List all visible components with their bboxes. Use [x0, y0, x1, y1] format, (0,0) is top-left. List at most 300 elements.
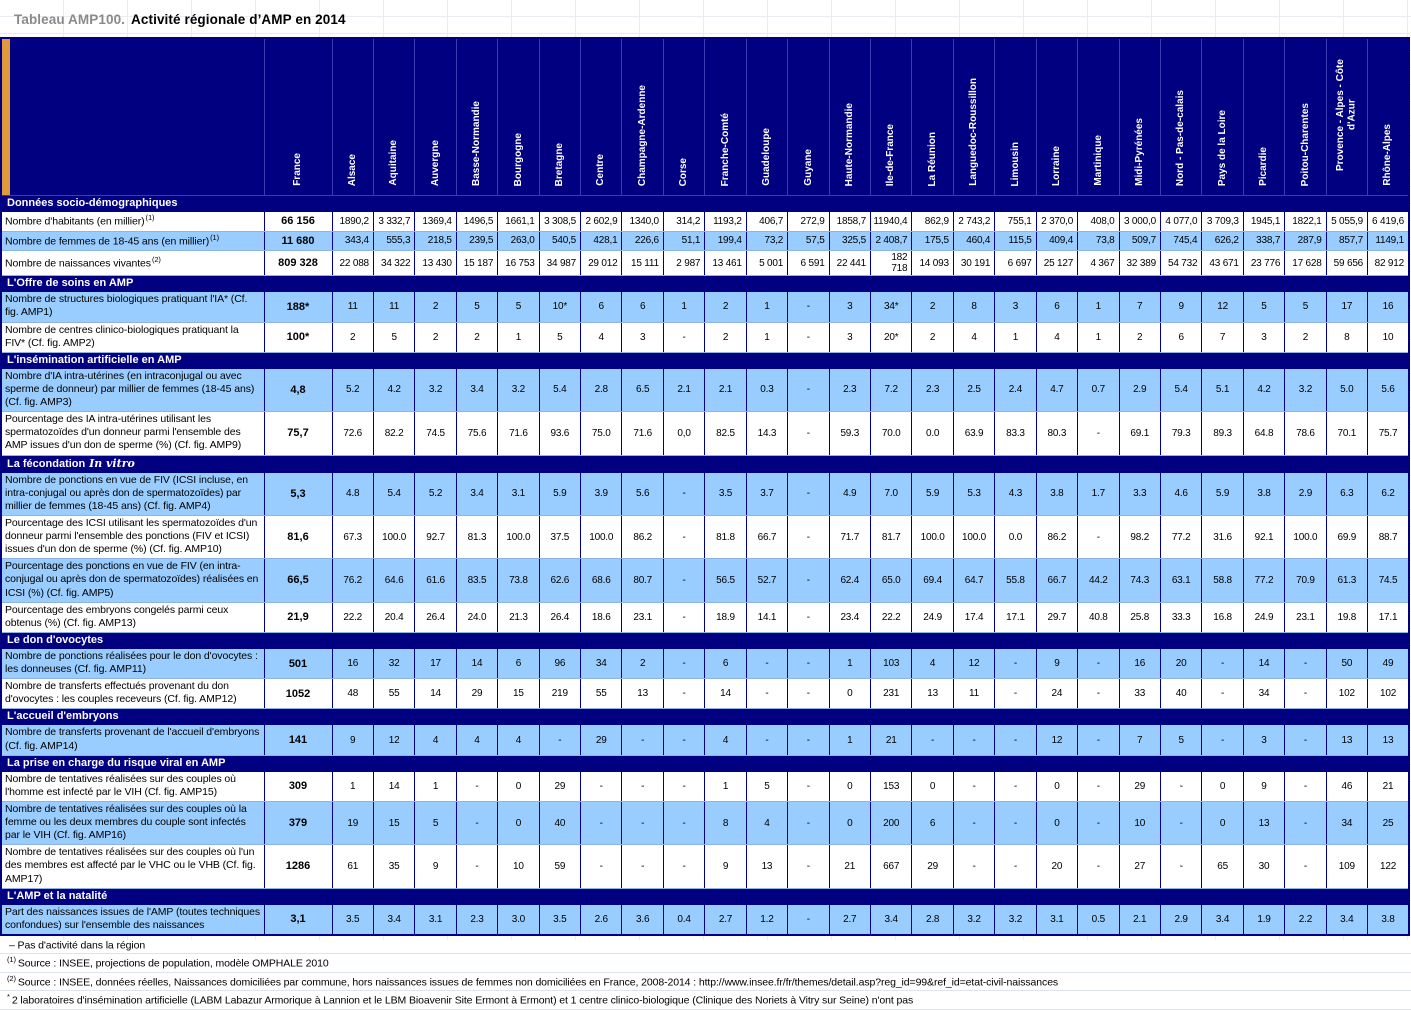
value-cell: 69.4: [912, 559, 953, 602]
value-cell: 1: [995, 322, 1036, 352]
value-cell: 3 709,3: [1202, 212, 1243, 232]
footnote-no-activity: [0, 936, 1411, 955]
value-cell: 54 732: [1160, 251, 1201, 276]
column-header-row: [1, 38, 1409, 196]
row-label: Pourcentage des IA intra-utérines utilisant les spermatozoïdes d'un donneur parmi l'ensemble des AMP issues d'un don de sperme (%) (Cf. fig. AMP9): [1, 412, 264, 455]
value-cell: 1822,1: [1285, 212, 1326, 232]
value-cell: 4: [705, 725, 746, 755]
value-cell: 755,1: [995, 212, 1036, 232]
column-header-label: Midi-Pyrénées: [1133, 118, 1145, 186]
value-cell: -: [788, 725, 829, 755]
section-header-row: [1, 709, 1409, 725]
value-cell: 4: [912, 648, 953, 678]
column-header-region: [1202, 38, 1243, 196]
value-cell: 0: [1202, 771, 1243, 801]
value-cell: 1: [746, 292, 787, 322]
value-cell: 75.7: [1368, 412, 1409, 455]
value-cell: -: [788, 845, 829, 888]
value-cell: 13: [912, 679, 953, 709]
value-cell: 22.2: [870, 602, 911, 632]
table-row: [1, 412, 1409, 455]
value-cell: 22 088: [332, 251, 373, 276]
value-cell: 239,5: [456, 231, 497, 251]
column-header-region: [995, 38, 1036, 196]
value-cell: -: [581, 771, 622, 801]
value-cell: 100.0: [498, 515, 539, 558]
value-cell: -: [663, 322, 704, 352]
value-cell: 64.6: [373, 559, 414, 602]
value-cell: 70.1: [1326, 412, 1367, 455]
value-cell: 67.3: [332, 515, 373, 558]
value-cell: 77.2: [1160, 515, 1201, 558]
value-cell: 2: [1285, 322, 1326, 352]
value-cell: -: [1160, 801, 1201, 844]
value-cell: 12: [1036, 725, 1077, 755]
value-cell: 2.8: [912, 904, 953, 935]
column-header-region: [1243, 38, 1284, 196]
france-value-cell: 188*: [264, 292, 332, 322]
value-cell: 102: [1368, 679, 1409, 709]
value-cell: 231: [870, 679, 911, 709]
value-cell: 17: [415, 648, 456, 678]
column-header-france: [264, 38, 332, 196]
value-cell: 460,4: [953, 231, 994, 251]
value-cell: 49: [1368, 648, 1409, 678]
value-cell: 22 441: [829, 251, 870, 276]
value-cell: 199,4: [705, 231, 746, 251]
value-cell: 1193,2: [705, 212, 746, 232]
value-cell: 2 370,0: [1036, 212, 1077, 232]
value-cell: 5.4: [539, 368, 580, 411]
value-cell: 0.7: [1078, 368, 1119, 411]
value-cell: 2.1: [705, 368, 746, 411]
value-cell: 5.6: [622, 472, 663, 515]
value-cell: -: [539, 725, 580, 755]
value-cell: 59.3: [829, 412, 870, 455]
value-cell: -: [1078, 679, 1119, 709]
value-cell: 540,5: [539, 231, 580, 251]
value-cell: 5.1: [1202, 368, 1243, 411]
value-cell: 8: [953, 292, 994, 322]
value-cell: 3: [829, 322, 870, 352]
value-cell: 13: [1243, 801, 1284, 844]
section-header: Données socio-démographiques: [1, 196, 1409, 212]
page-title: [0, 0, 1411, 27]
france-value-cell: 1286: [264, 845, 332, 888]
value-cell: 46: [1326, 771, 1367, 801]
value-cell: 3.4: [456, 368, 497, 411]
france-value-cell: 141: [264, 725, 332, 755]
column-header-label: Corse: [678, 157, 690, 186]
value-cell: 0: [1036, 771, 1077, 801]
value-cell: 40: [539, 801, 580, 844]
value-cell: 15: [498, 679, 539, 709]
column-header-region: [1285, 38, 1326, 196]
column-header-label: Limousin: [1009, 141, 1021, 186]
value-cell: 2.5: [953, 368, 994, 411]
value-cell: 100.0: [581, 515, 622, 558]
table-corner: [1, 38, 264, 196]
value-cell: -: [1285, 771, 1326, 801]
value-cell: 20*: [870, 322, 911, 352]
value-cell: 50: [1326, 648, 1367, 678]
value-cell: 4 367: [1078, 251, 1119, 276]
value-cell: 73,2: [746, 231, 787, 251]
value-cell: 4.9: [829, 472, 870, 515]
row-label: Nombre de tentatives réalisées sur des couples où l'un des membres est affecté par le VHC ou le VHB (Cf. fig. AMP17): [1, 845, 264, 888]
column-header-region: [415, 38, 456, 196]
value-cell: 3.2: [415, 368, 456, 411]
value-cell: 7.2: [870, 368, 911, 411]
value-cell: 6: [581, 292, 622, 322]
table-row: [1, 845, 1409, 888]
value-cell: 6 591: [788, 251, 829, 276]
value-cell: 21.3: [498, 602, 539, 632]
value-cell: 2: [1119, 322, 1160, 352]
footnote-asterisk: [0, 991, 1411, 1010]
column-header-region: [498, 38, 539, 196]
value-cell: 3: [622, 322, 663, 352]
value-cell: 3: [995, 292, 1036, 322]
column-header-label: Bourgogne: [512, 132, 524, 186]
value-cell: 83.5: [456, 559, 497, 602]
value-cell: 3.8: [1036, 472, 1077, 515]
value-cell: 314,2: [663, 212, 704, 232]
value-cell: 555,3: [373, 231, 414, 251]
value-cell: 24: [1036, 679, 1077, 709]
value-cell: 0.5: [1078, 904, 1119, 935]
value-cell: 1858,7: [829, 212, 870, 232]
section-header: L'insémination artificielle en AMP: [1, 352, 1409, 368]
value-cell: 0: [1202, 801, 1243, 844]
value-cell: 12: [373, 725, 414, 755]
value-cell: -: [995, 648, 1036, 678]
value-cell: 6: [1160, 322, 1201, 352]
value-cell: 70.9: [1285, 559, 1326, 602]
value-cell: 2.6: [581, 904, 622, 935]
value-cell: 14: [456, 648, 497, 678]
value-cell: -: [912, 725, 953, 755]
value-cell: 26.4: [539, 602, 580, 632]
value-cell: -: [746, 679, 787, 709]
value-cell: 24.9: [912, 602, 953, 632]
value-cell: 862,9: [912, 212, 953, 232]
row-label: Nombre de naissances vivantes$^{(2)}$: [1, 251, 264, 276]
row-label: Nombre d'IA intra-utérines (en intraconjugal ou avec sperme de donneur) par millier de femmes (18-45 ans) (Cf. fig. AMP3): [1, 368, 264, 411]
title-text: Activité régionale d’AMP en 2014: [131, 12, 346, 27]
value-cell: 15 187: [456, 251, 497, 276]
value-cell: 7: [1119, 292, 1160, 322]
value-cell: 14.3: [746, 412, 787, 455]
value-cell: 37.5: [539, 515, 580, 558]
value-cell: 1: [829, 725, 870, 755]
value-cell: 1: [1078, 322, 1119, 352]
value-cell: 5.2: [332, 368, 373, 411]
france-value-cell: 501: [264, 648, 332, 678]
value-cell: 12: [953, 648, 994, 678]
value-cell: 182 718: [870, 251, 911, 276]
value-cell: -: [995, 725, 1036, 755]
footnote-source-1: [0, 954, 1411, 973]
value-cell: 24.0: [456, 602, 497, 632]
value-cell: 9: [415, 845, 456, 888]
value-cell: 5: [1285, 292, 1326, 322]
column-header-label: Aquitaine: [388, 140, 400, 186]
value-cell: 96: [539, 648, 580, 678]
value-cell: -: [995, 679, 1036, 709]
value-cell: 63.1: [1160, 559, 1201, 602]
row-label: Nombre de structures biologiques pratiquant l'IA* (Cf. fig. AMP1): [1, 292, 264, 322]
column-header-region: [1160, 38, 1201, 196]
value-cell: 23 776: [1243, 251, 1284, 276]
column-header-region: [1368, 38, 1409, 196]
value-cell: 30: [1243, 845, 1284, 888]
value-cell: 76.2: [332, 559, 373, 602]
value-cell: 25.8: [1119, 602, 1160, 632]
value-cell: 338,7: [1243, 231, 1284, 251]
section-header: Le don d'ovocytes: [1, 632, 1409, 648]
value-cell: 56.5: [705, 559, 746, 602]
value-cell: 2.1: [663, 368, 704, 411]
value-cell: 64.7: [953, 559, 994, 602]
value-cell: 33.3: [1160, 602, 1201, 632]
value-cell: 2: [705, 322, 746, 352]
value-cell: 14: [415, 679, 456, 709]
value-cell: 0: [1036, 801, 1077, 844]
value-cell: 3: [829, 292, 870, 322]
column-header-label: Nord - Pas-de-calais: [1175, 89, 1187, 186]
value-cell: 1.7: [1078, 472, 1119, 515]
value-cell: -: [663, 725, 704, 755]
value-cell: 80.7: [622, 559, 663, 602]
value-cell: 2.7: [829, 904, 870, 935]
value-cell: 13: [1326, 725, 1367, 755]
value-cell: 83.3: [995, 412, 1036, 455]
value-cell: 4.3: [995, 472, 1036, 515]
value-cell: 4: [953, 322, 994, 352]
row-label: Nombre de transferts provenant de l'accueil d'embryons (Cf. fig. AMP14): [1, 725, 264, 755]
value-cell: -: [788, 472, 829, 515]
value-cell: 2: [912, 322, 953, 352]
value-cell: 34*: [870, 292, 911, 322]
column-header-region: [1119, 38, 1160, 196]
value-cell: 74.5: [1368, 559, 1409, 602]
row-label: Pourcentage des ponctions en vue de FIV (en intra-conjugal ou après don de spermatozoïdes) réalisées en ICSI (%) (Cf. fig. AMP5): [1, 559, 264, 602]
value-cell: 4.6: [1160, 472, 1201, 515]
value-cell: 2.3: [829, 368, 870, 411]
value-cell: -: [622, 771, 663, 801]
value-cell: -: [788, 292, 829, 322]
value-cell: 4.8: [332, 472, 373, 515]
value-cell: 18.6: [581, 602, 622, 632]
value-cell: 0: [498, 771, 539, 801]
value-cell: 2 987: [663, 251, 704, 276]
value-cell: 3.1: [498, 472, 539, 515]
row-label: Nombre de tentatives réalisées sur des couples où l'homme est infecté par le VIH (Cf. fig. AMP15): [1, 771, 264, 801]
value-cell: 5: [1160, 725, 1201, 755]
value-cell: 17 628: [1285, 251, 1326, 276]
value-cell: 1.9: [1243, 904, 1284, 935]
value-cell: 2: [456, 322, 497, 352]
value-cell: -: [953, 845, 994, 888]
value-cell: 21: [870, 725, 911, 755]
value-cell: 5.0: [1326, 368, 1367, 411]
value-cell: 1945,1: [1243, 212, 1284, 232]
table-row: [1, 251, 1409, 276]
value-cell: -: [1078, 725, 1119, 755]
column-header-label: Franche-Comté: [719, 112, 731, 186]
column-header-label: Rhône-Alpes: [1382, 124, 1394, 186]
footnote-text: 2 laboratoires d'insémination artificielle (LABM Labazur Armorique à Lannion et le LBM Bioavenir Site Ermont à Ermont) et 1 centre clinico-biologique (Clinique des Noriets à Vitry sur Seine) n'ont pas: [11, 994, 914, 1007]
value-cell: -: [1078, 412, 1119, 455]
value-cell: 1: [1078, 292, 1119, 322]
value-cell: 30 191: [953, 251, 994, 276]
value-cell: 2: [415, 292, 456, 322]
value-cell: 6.5: [622, 368, 663, 411]
value-cell: 15 111: [622, 251, 663, 276]
value-cell: 71.6: [622, 412, 663, 455]
value-cell: 81.8: [705, 515, 746, 558]
value-cell: 20: [1036, 845, 1077, 888]
value-cell: 75.6: [456, 412, 497, 455]
value-cell: -: [622, 725, 663, 755]
value-cell: 287,9: [1285, 231, 1326, 251]
value-cell: -: [581, 845, 622, 888]
value-cell: -: [788, 412, 829, 455]
value-cell: -: [788, 368, 829, 411]
value-cell: -: [663, 771, 704, 801]
column-header-region: [622, 38, 663, 196]
value-cell: 14.1: [746, 602, 787, 632]
column-header-region: [746, 38, 787, 196]
row-label: Nombre d'habitants (en millier)$^{(1)}$: [1, 212, 264, 232]
value-cell: 3.2: [995, 904, 1036, 935]
value-cell: -: [1078, 648, 1119, 678]
france-value-cell: 75,7: [264, 412, 332, 455]
value-cell: 78.6: [1285, 412, 1326, 455]
footnote-text: Source : INSEE, données réelles, Naissances domiciliées par commune, hors naissances issues de femmes non domiciliées en France, 2008-2014 : http://www.insee.fr/fr/themes/detail.asp?reg_id=99&ref_id=etat-civil-naissances: [17, 976, 1059, 989]
value-cell: -: [1202, 679, 1243, 709]
table-row: [1, 322, 1409, 352]
value-cell: 2.1: [1119, 904, 1160, 935]
value-cell: 1149,1: [1368, 231, 1409, 251]
value-cell: -: [788, 559, 829, 602]
value-cell: 3 000,0: [1119, 212, 1160, 232]
value-cell: 11940,4: [870, 212, 911, 232]
value-cell: 3.9: [581, 472, 622, 515]
row-label: Pourcentage des embryons congelés parmi ceux obtenus (%) (Cf. fig. AMP13): [1, 602, 264, 632]
value-cell: 5.9: [1202, 472, 1243, 515]
column-header-label: Martinique: [1092, 135, 1104, 186]
value-cell: 26.4: [415, 602, 456, 632]
value-cell: 1: [829, 648, 870, 678]
value-cell: 81.3: [456, 515, 497, 558]
value-cell: 62.6: [539, 559, 580, 602]
value-cell: -: [663, 845, 704, 888]
value-cell: 272,9: [788, 212, 829, 232]
value-cell: 2.4: [995, 368, 1036, 411]
value-cell: 408,0: [1078, 212, 1119, 232]
row-label-superscript: (1): [145, 213, 155, 222]
value-cell: 5 001: [746, 251, 787, 276]
value-cell: -: [1202, 648, 1243, 678]
row-label: Nombre de tentatives réalisées sur des couples où la femme ou les deux membres du couple sont infectés par le VIH (Cf. fig. AMP16): [1, 801, 264, 844]
value-cell: 12: [1202, 292, 1243, 322]
value-cell: 103: [870, 648, 911, 678]
value-cell: 6: [622, 292, 663, 322]
row-label-superscript: (2): [151, 254, 161, 264]
value-cell: 3.2: [498, 368, 539, 411]
value-cell: 4 077,0: [1160, 212, 1201, 232]
value-cell: 4: [581, 322, 622, 352]
column-header-region: [539, 38, 580, 196]
value-cell: 9: [1160, 292, 1201, 322]
value-cell: -: [1285, 845, 1326, 888]
value-cell: 1: [415, 771, 456, 801]
value-cell: 2.9: [1285, 472, 1326, 515]
france-value-cell: 11 680: [264, 231, 332, 251]
column-header-label: Basse-Normandie: [471, 100, 483, 186]
value-cell: -: [1285, 679, 1326, 709]
value-cell: 1: [746, 322, 787, 352]
value-cell: 9: [1243, 771, 1284, 801]
value-cell: 29: [1119, 771, 1160, 801]
value-cell: 175,5: [912, 231, 953, 251]
value-cell: 3.1: [415, 904, 456, 935]
column-header-region: [705, 38, 746, 196]
value-cell: 19.8: [1326, 602, 1367, 632]
value-cell: 61: [332, 845, 373, 888]
section-header-row: [1, 352, 1409, 368]
footnote-text: – Pas d'activité dans la région: [9, 939, 146, 952]
value-cell: 218,5: [415, 231, 456, 251]
column-header-region: [870, 38, 911, 196]
value-cell: 29 012: [581, 251, 622, 276]
value-cell: 1496,5: [456, 212, 497, 232]
value-cell: 8: [1326, 322, 1367, 352]
value-cell: 10: [1119, 801, 1160, 844]
row-label: Nombre de femmes de 18-45 ans (en millier)$^{(1)}$: [1, 231, 264, 251]
value-cell: -: [1160, 771, 1201, 801]
value-cell: 3.5: [539, 904, 580, 935]
column-header-region: [456, 38, 497, 196]
value-cell: 10: [498, 845, 539, 888]
value-cell: -: [746, 725, 787, 755]
value-cell: 16: [332, 648, 373, 678]
value-cell: 4: [746, 801, 787, 844]
column-header-label: Guadeloupe: [761, 128, 773, 186]
value-cell: 626,2: [1202, 231, 1243, 251]
value-cell: 24.9: [1243, 602, 1284, 632]
value-cell: 48: [332, 679, 373, 709]
value-cell: 61.3: [1326, 559, 1367, 602]
value-cell: 1: [498, 322, 539, 352]
value-cell: 5.4: [1160, 368, 1201, 411]
value-cell: 3.5: [332, 904, 373, 935]
value-cell: 115,5: [995, 231, 1036, 251]
value-cell: -: [1285, 648, 1326, 678]
value-cell: 52.7: [746, 559, 787, 602]
value-cell: 92.7: [415, 515, 456, 558]
column-header-label: France: [292, 153, 304, 186]
value-cell: -: [788, 648, 829, 678]
value-cell: 17.4: [953, 602, 994, 632]
value-cell: 2: [332, 322, 373, 352]
value-cell: -: [1285, 725, 1326, 755]
value-cell: 6.2: [1368, 472, 1409, 515]
table-row: [1, 602, 1409, 632]
value-cell: -: [1078, 515, 1119, 558]
